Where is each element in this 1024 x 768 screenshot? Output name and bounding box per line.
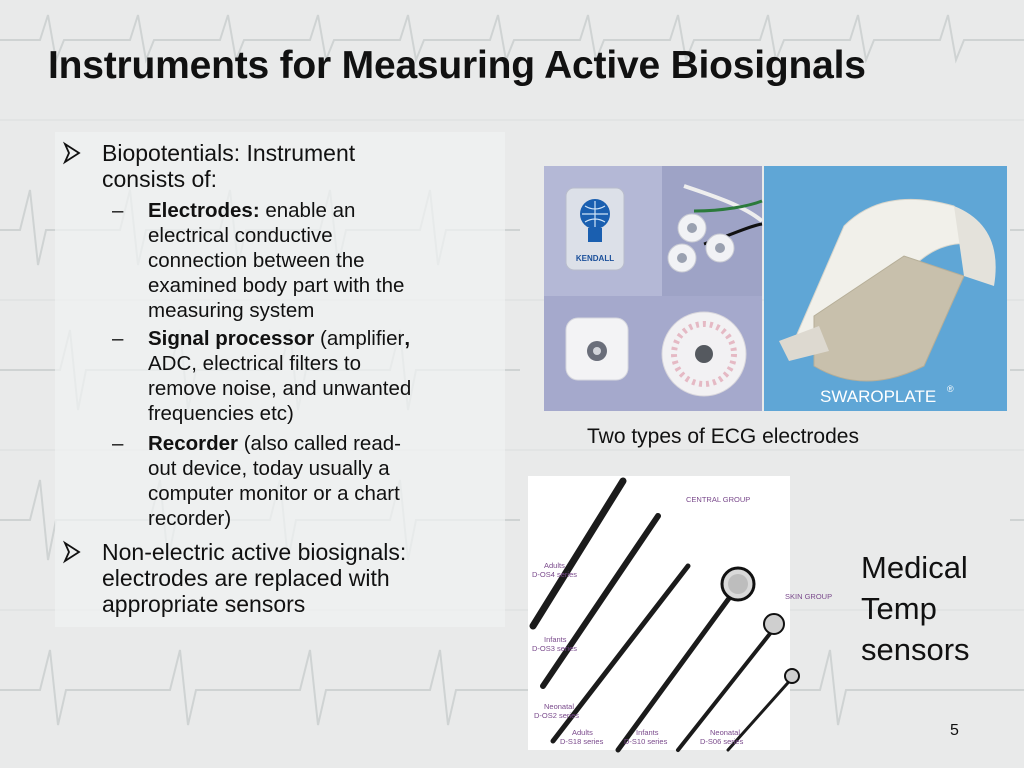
swaroplate-trademark: ® bbox=[947, 384, 954, 394]
bottom-infants-series-label: D-S10 series bbox=[624, 737, 668, 746]
sub-bullet-text: recorder) bbox=[148, 507, 232, 530]
bottom-adults-series-label: D-S18 series bbox=[560, 737, 604, 746]
temp-label-line: Temp bbox=[861, 591, 937, 626]
swaroplate-label: SWAROPLATE bbox=[820, 387, 937, 406]
central-group-label: CENTRAL GROUP bbox=[686, 495, 751, 504]
skin-group-label: SKIN GROUP bbox=[785, 592, 833, 601]
page-number: 5 bbox=[950, 722, 959, 739]
temp-label-line: sensors bbox=[861, 632, 970, 667]
sub-bullet-text: examined body part with the bbox=[148, 274, 405, 297]
sub-bullet-text: (also called read- bbox=[238, 432, 401, 455]
sub-bullet-text: connection between the bbox=[148, 249, 365, 272]
dash-bullet: – bbox=[112, 432, 124, 455]
bullet-line: appropriate sensors bbox=[102, 591, 306, 617]
sub-bullet-bold: Electrodes: bbox=[148, 199, 260, 222]
sub-bullet-text: measuring system bbox=[148, 299, 315, 322]
sub-bullet-bold-comma: , bbox=[404, 327, 411, 350]
neonatal-series-label: D-OS2 series bbox=[534, 711, 580, 720]
adults-series-label: D-OS4 series bbox=[532, 570, 578, 579]
bottom-neonatal-series-label: D-S06 series bbox=[700, 737, 744, 746]
dash-bullet: – bbox=[112, 199, 124, 222]
bullet-line: Biopotentials: Instrument bbox=[102, 140, 356, 166]
dash-bullet: – bbox=[112, 327, 124, 350]
temp-label-line: Medical bbox=[861, 550, 968, 585]
kendall-label: KENDALL bbox=[575, 254, 615, 263]
sub-bullet-text: (amplifier bbox=[314, 327, 405, 350]
bottom-adults-label: Adults bbox=[572, 728, 593, 737]
infants-series-label: D-OS3 series bbox=[532, 644, 578, 653]
ecg-caption: Two types of ECG electrodes bbox=[587, 425, 859, 448]
bullet-line: Non-electric active biosignals: bbox=[102, 539, 407, 565]
adults-label: Adults bbox=[544, 561, 565, 570]
arrow-bullet-icon bbox=[62, 541, 82, 563]
sub-bullet-text: out device, today usually a bbox=[148, 457, 390, 480]
sub-bullet-text: enable an bbox=[259, 199, 356, 222]
infants-label: Infants bbox=[544, 635, 567, 644]
sub-bullet-text: computer monitor or a chart bbox=[148, 482, 400, 505]
bottom-neonatal-label: Neonatal bbox=[710, 728, 741, 737]
bullet-line: consists of: bbox=[102, 166, 218, 192]
sub-bullet-bold: Signal processor bbox=[148, 327, 315, 350]
bullet-line: electrodes are replaced with bbox=[102, 565, 390, 591]
bottom-infants-label: Infants bbox=[636, 728, 659, 737]
temp-sensors-label bbox=[861, 547, 970, 670]
temp-sensors-photo bbox=[528, 476, 833, 750]
slide-title: Instruments for Measuring Active Biosignals bbox=[48, 44, 866, 87]
sub-bullet-bold: Recorder bbox=[148, 432, 239, 455]
sub-bullet-text: ADC, electrical filters to bbox=[148, 352, 362, 375]
sub-bullet-text: remove noise, and unwanted bbox=[148, 377, 412, 400]
ecg-electrodes-photo bbox=[544, 166, 1007, 411]
sub-bullet-text: frequencies etc) bbox=[148, 402, 294, 425]
arrow-bullet-icon bbox=[62, 142, 82, 164]
sub-bullet-text: electrical conductive bbox=[148, 224, 333, 247]
neonatal-label: Neonatal bbox=[544, 702, 575, 711]
